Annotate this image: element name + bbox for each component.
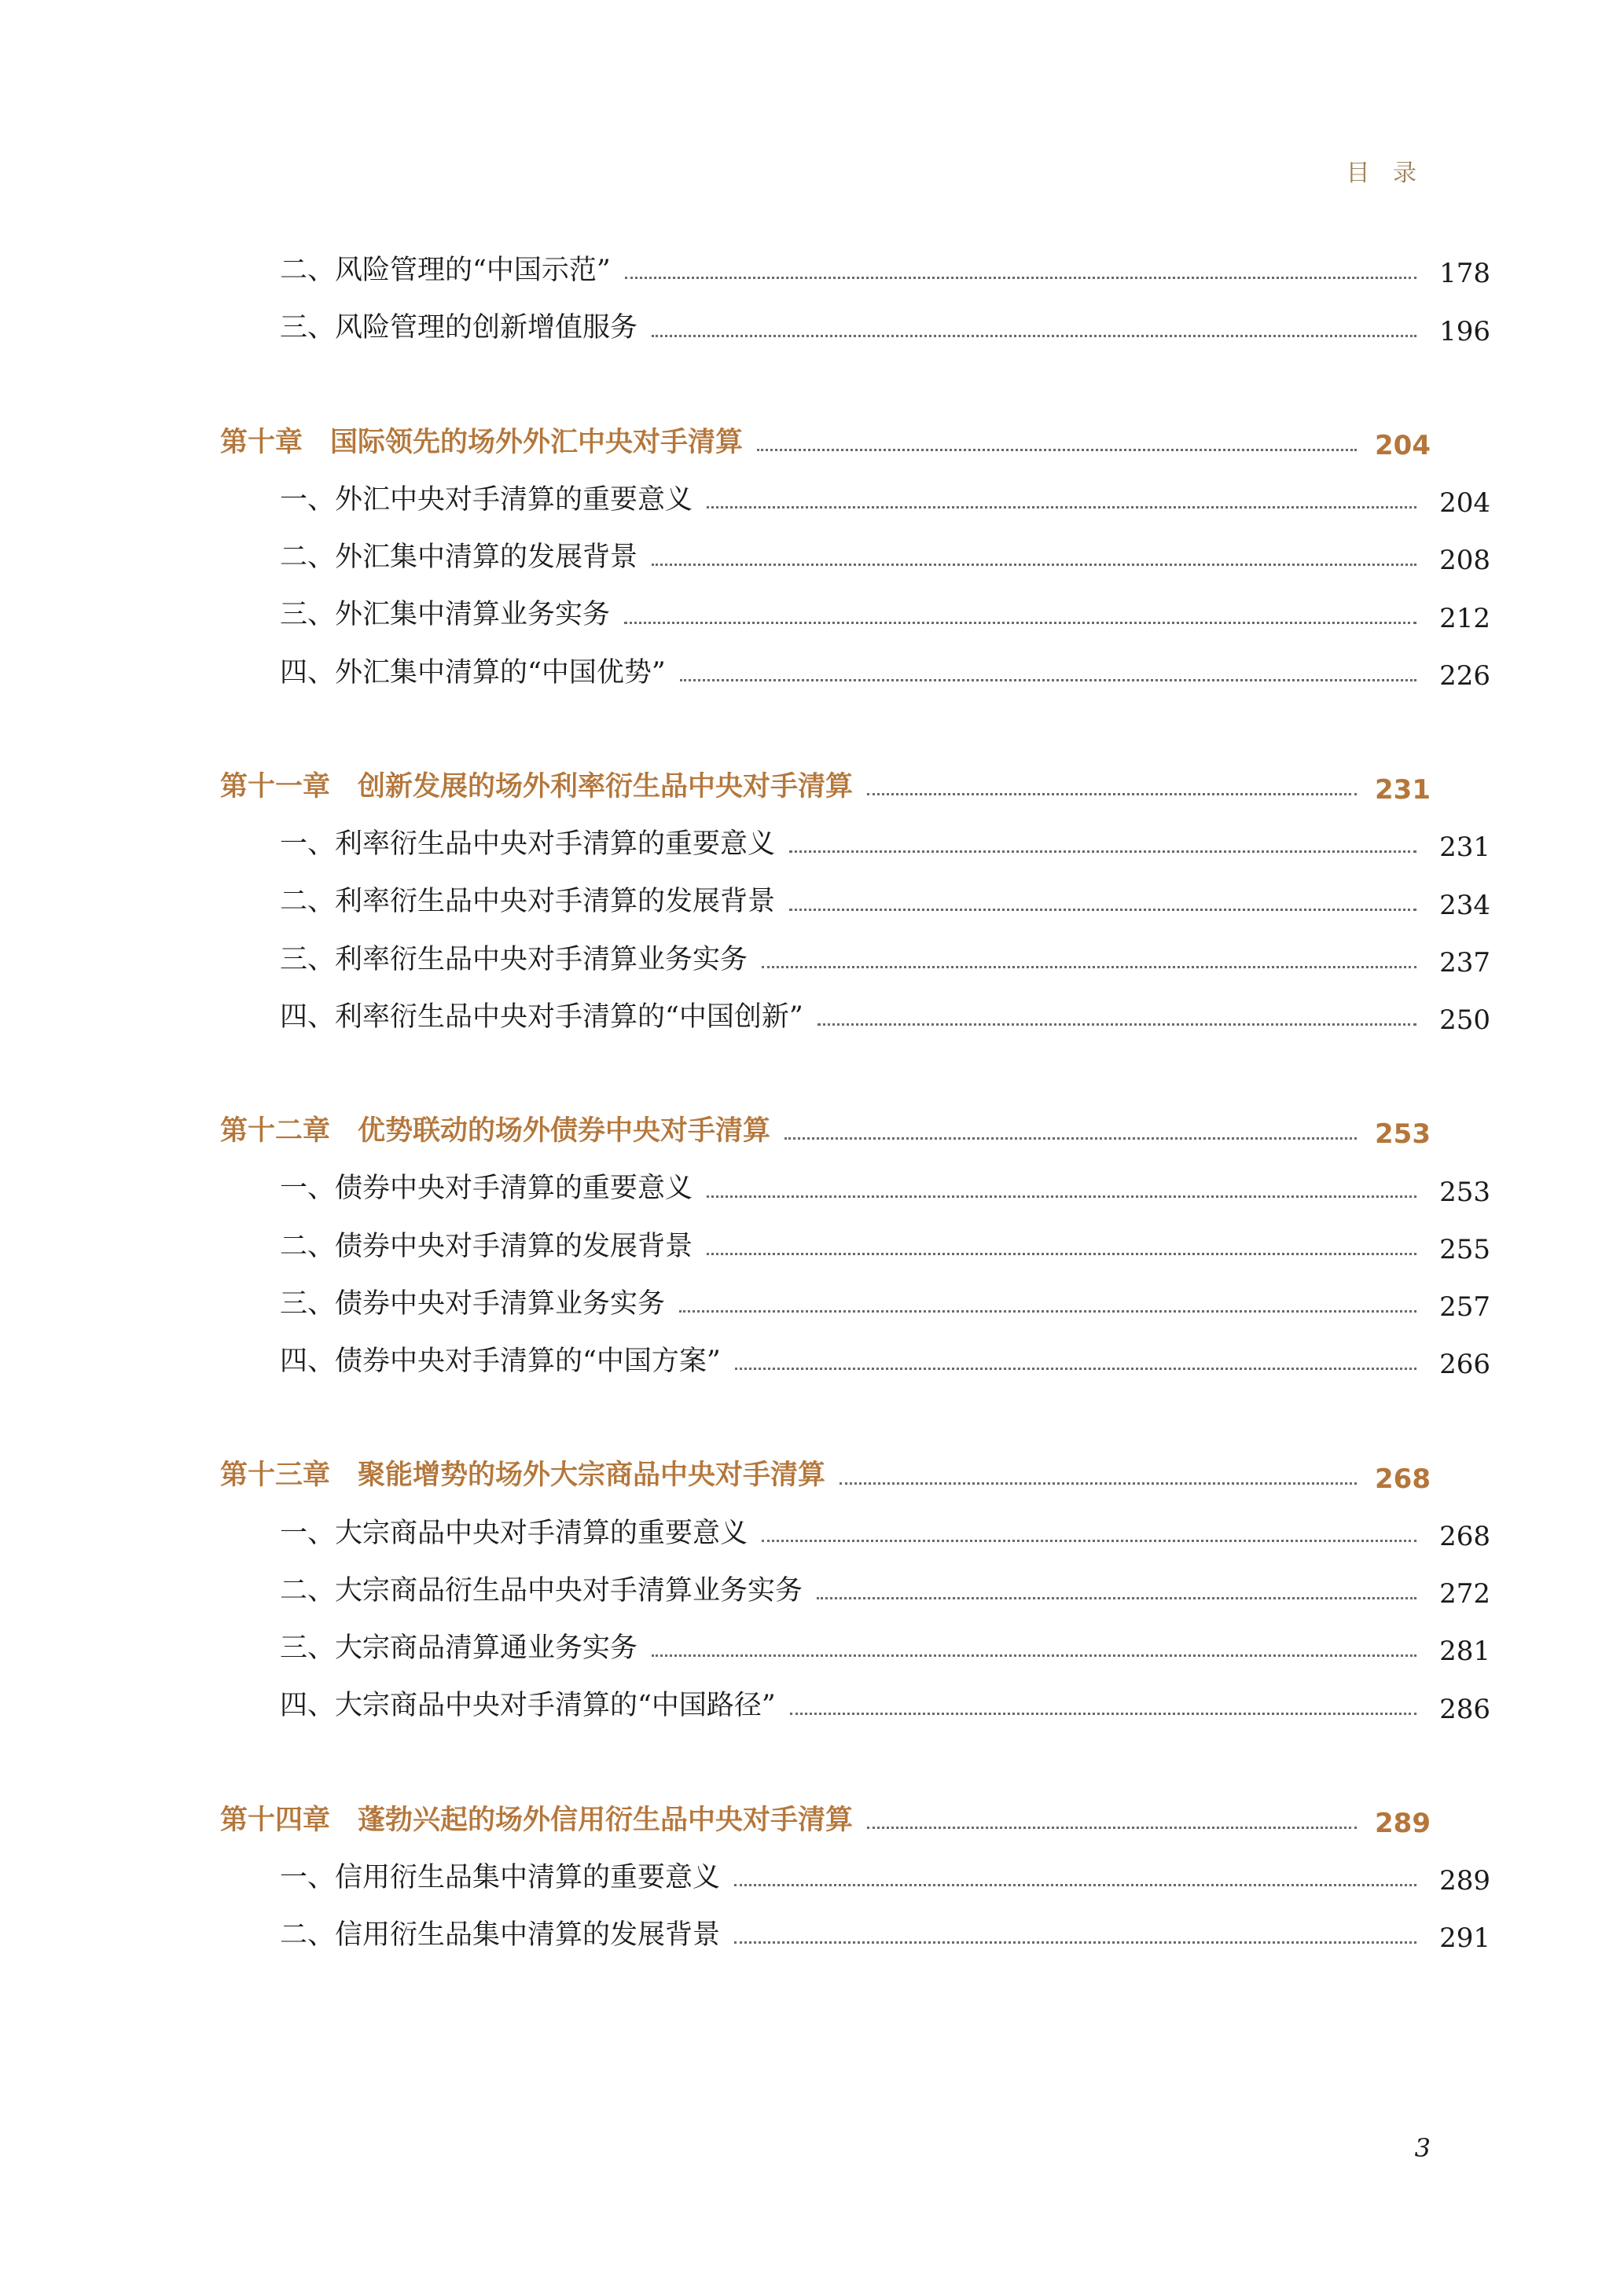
toc-entry-label: 三、利率衍生品中央对手清算业务实务 xyxy=(280,943,748,975)
toc-section-entry[interactable] xyxy=(220,1573,1490,1610)
toc-entry-page: 237 xyxy=(1439,946,1490,979)
toc-leader-dots xyxy=(652,1654,1416,1657)
toc-entry-page: 196 xyxy=(1439,315,1490,347)
toc-entry-page: 291 xyxy=(1439,1922,1490,1955)
toc-entry-label: 三、债券中央对手清算业务实务 xyxy=(280,1287,666,1320)
toc-entry-label: 第十四章 蓬勃兴起的场外信用衍生品中央对手清算 xyxy=(220,1804,854,1836)
toc-chapter-entry[interactable] xyxy=(220,1113,1431,1150)
toc-section-entry[interactable] xyxy=(220,1228,1490,1265)
toc-entry-page: 268 xyxy=(1375,1463,1431,1495)
toc-entry-label: 三、风险管理的创新增值服务 xyxy=(280,312,638,344)
toc-leader-dots xyxy=(734,1941,1416,1944)
toc-leader-dots xyxy=(789,908,1416,911)
toc-leader-dots xyxy=(624,621,1416,624)
toc-group xyxy=(220,1113,1490,1381)
toc-entry-page: 234 xyxy=(1439,889,1490,921)
toc-leader-dots xyxy=(867,792,1357,795)
toc-group xyxy=(220,424,1490,692)
toc-entry-label: 第十一章 创新发展的场外利率衍生品中央对手清算 xyxy=(220,770,854,802)
toc-entry-label: 二、债券中央对手清算的发展背景 xyxy=(280,1230,693,1262)
toc-section-entry[interactable] xyxy=(220,999,1490,1036)
toc-entry-page: 281 xyxy=(1439,1636,1490,1668)
toc-chapter-entry[interactable] xyxy=(220,424,1431,461)
toc-leader-dots xyxy=(784,1136,1357,1140)
toc-entry-label: 一、信用衍生品集中清算的重要意义 xyxy=(280,1861,721,1893)
toc-leader-dots xyxy=(707,1195,1416,1198)
toc-leader-dots xyxy=(757,448,1357,451)
toc-section-entry[interactable] xyxy=(220,1515,1490,1552)
toc-leader-dots xyxy=(707,1252,1416,1255)
toc-entry-page: 286 xyxy=(1439,1693,1490,1725)
toc-entry-page: 204 xyxy=(1375,429,1431,461)
toc-section-entry[interactable] xyxy=(220,252,1490,289)
toc-entry-page: 250 xyxy=(1439,1004,1490,1036)
toc-leader-dots xyxy=(817,1596,1416,1599)
toc-section-entry[interactable] xyxy=(220,1687,1490,1724)
toc-entry-label: 四、利率衍生品中央对手清算的“中国创新” xyxy=(280,1001,803,1033)
toc-entry-label: 二、风险管理的“中国示范” xyxy=(280,255,611,286)
toc-section-entry[interactable] xyxy=(220,597,1490,633)
toc-section-entry[interactable] xyxy=(220,1170,1490,1207)
running-header: 目 录 xyxy=(1346,160,1424,187)
toc-section-entry[interactable] xyxy=(220,942,1490,979)
toc-entry-page: 231 xyxy=(1375,774,1431,806)
toc-entry-page: 257 xyxy=(1439,1291,1490,1323)
toc-section-entry[interactable] xyxy=(220,1917,1490,1954)
toc-entry-label: 一、利率衍生品中央对手清算的重要意义 xyxy=(280,828,776,860)
toc-group xyxy=(220,1802,1490,1955)
toc-leader-dots xyxy=(735,1367,1416,1370)
toc-entry-label: 四、外汇集中清算的“中国优势” xyxy=(280,656,666,689)
toc-section-entry[interactable] xyxy=(220,1286,1490,1323)
toc-leader-dots xyxy=(818,1023,1416,1026)
toc-entry-page: 272 xyxy=(1439,1578,1490,1610)
toc-entry-label: 一、大宗商品中央对手清算的重要意义 xyxy=(280,1517,748,1549)
toc-entry-page: 253 xyxy=(1375,1118,1431,1151)
toc-entry-page: 266 xyxy=(1439,1349,1490,1381)
toc-entry-page: 289 xyxy=(1375,1807,1431,1839)
toc-leader-dots xyxy=(867,1826,1357,1829)
toc-section-entry[interactable] xyxy=(220,1343,1490,1380)
toc-leader-dots xyxy=(625,276,1416,279)
toc-leader-dots xyxy=(790,1712,1416,1715)
toc-entry-label: 第十章 国际领先的场外外汇中央对手清算 xyxy=(220,426,744,458)
toc-entry-page: 289 xyxy=(1439,1865,1490,1897)
toc-leader-dots xyxy=(762,1539,1416,1542)
toc-leader-dots xyxy=(762,965,1416,968)
toc-entry-label: 四、债券中央对手清算的“中国方案” xyxy=(280,1346,721,1377)
toc-entry-label: 四、大宗商品中央对手清算的“中国路径” xyxy=(280,1690,776,1722)
toc-section-entry[interactable] xyxy=(220,310,1490,347)
page-number: 3 xyxy=(1414,2133,1431,2163)
toc-entry-label: 二、外汇集中清算的发展背景 xyxy=(280,542,638,573)
toc-leader-dots xyxy=(707,505,1416,509)
toc-leader-dots xyxy=(679,1309,1416,1313)
toc-entry-page: 268 xyxy=(1439,1520,1490,1552)
toc-leader-dots xyxy=(680,678,1416,681)
toc-group xyxy=(220,252,1490,347)
toc-entry-label: 二、信用衍生品集中清算的发展背景 xyxy=(280,1919,721,1951)
toc-section-entry[interactable] xyxy=(220,826,1490,863)
toc-entry-label: 二、大宗商品衍生品中央对手清算业务实务 xyxy=(280,1574,803,1607)
toc-entry-label: 一、债券中央对手清算的重要意义 xyxy=(280,1173,693,1205)
toc-section-entry[interactable] xyxy=(220,1860,1490,1897)
toc-entry-page: 226 xyxy=(1439,659,1490,692)
toc-entry-page: 231 xyxy=(1439,832,1490,864)
toc-entry-label: 三、大宗商品清算通业务实务 xyxy=(280,1632,638,1664)
toc-entry-label: 三、外汇集中清算业务实务 xyxy=(280,599,611,631)
toc-entry-label: 第十三章 聚能增势的场外大宗商品中央对手清算 xyxy=(220,1460,826,1492)
toc-section-entry[interactable] xyxy=(220,482,1490,519)
toc-chapter-entry[interactable] xyxy=(220,1802,1431,1839)
toc-content xyxy=(220,153,1490,1974)
toc-entry-page: 204 xyxy=(1439,487,1490,519)
toc-leader-dots xyxy=(734,1883,1416,1886)
toc-chapter-entry[interactable] xyxy=(220,769,1431,806)
toc-section-entry[interactable] xyxy=(220,655,1490,692)
toc-group xyxy=(220,1457,1490,1725)
toc-section-entry[interactable] xyxy=(220,883,1490,920)
toc-entry-page: 212 xyxy=(1439,602,1490,634)
toc-entry-label: 二、利率衍生品中央对手清算的发展背景 xyxy=(280,886,776,918)
toc-leader-dots xyxy=(652,334,1416,337)
toc-section-entry[interactable] xyxy=(220,1630,1490,1667)
toc-entry-page: 255 xyxy=(1439,1233,1490,1265)
toc-entry-page: 253 xyxy=(1439,1176,1490,1208)
toc-entry-page: 208 xyxy=(1439,545,1490,577)
toc-chapter-entry[interactable] xyxy=(220,1457,1431,1494)
toc-leader-dots xyxy=(652,563,1416,566)
toc-entry-label: 第十二章 优势联动的场外债券中央对手清算 xyxy=(220,1115,771,1147)
toc-entry-label: 一、外汇中央对手清算的重要意义 xyxy=(280,483,693,516)
toc-leader-dots xyxy=(789,850,1416,853)
toc-leader-dots xyxy=(840,1482,1357,1485)
toc-list xyxy=(220,252,1490,1955)
toc-section-entry[interactable] xyxy=(220,539,1490,576)
toc-group xyxy=(220,769,1490,1036)
toc-entry-page: 178 xyxy=(1439,258,1490,290)
